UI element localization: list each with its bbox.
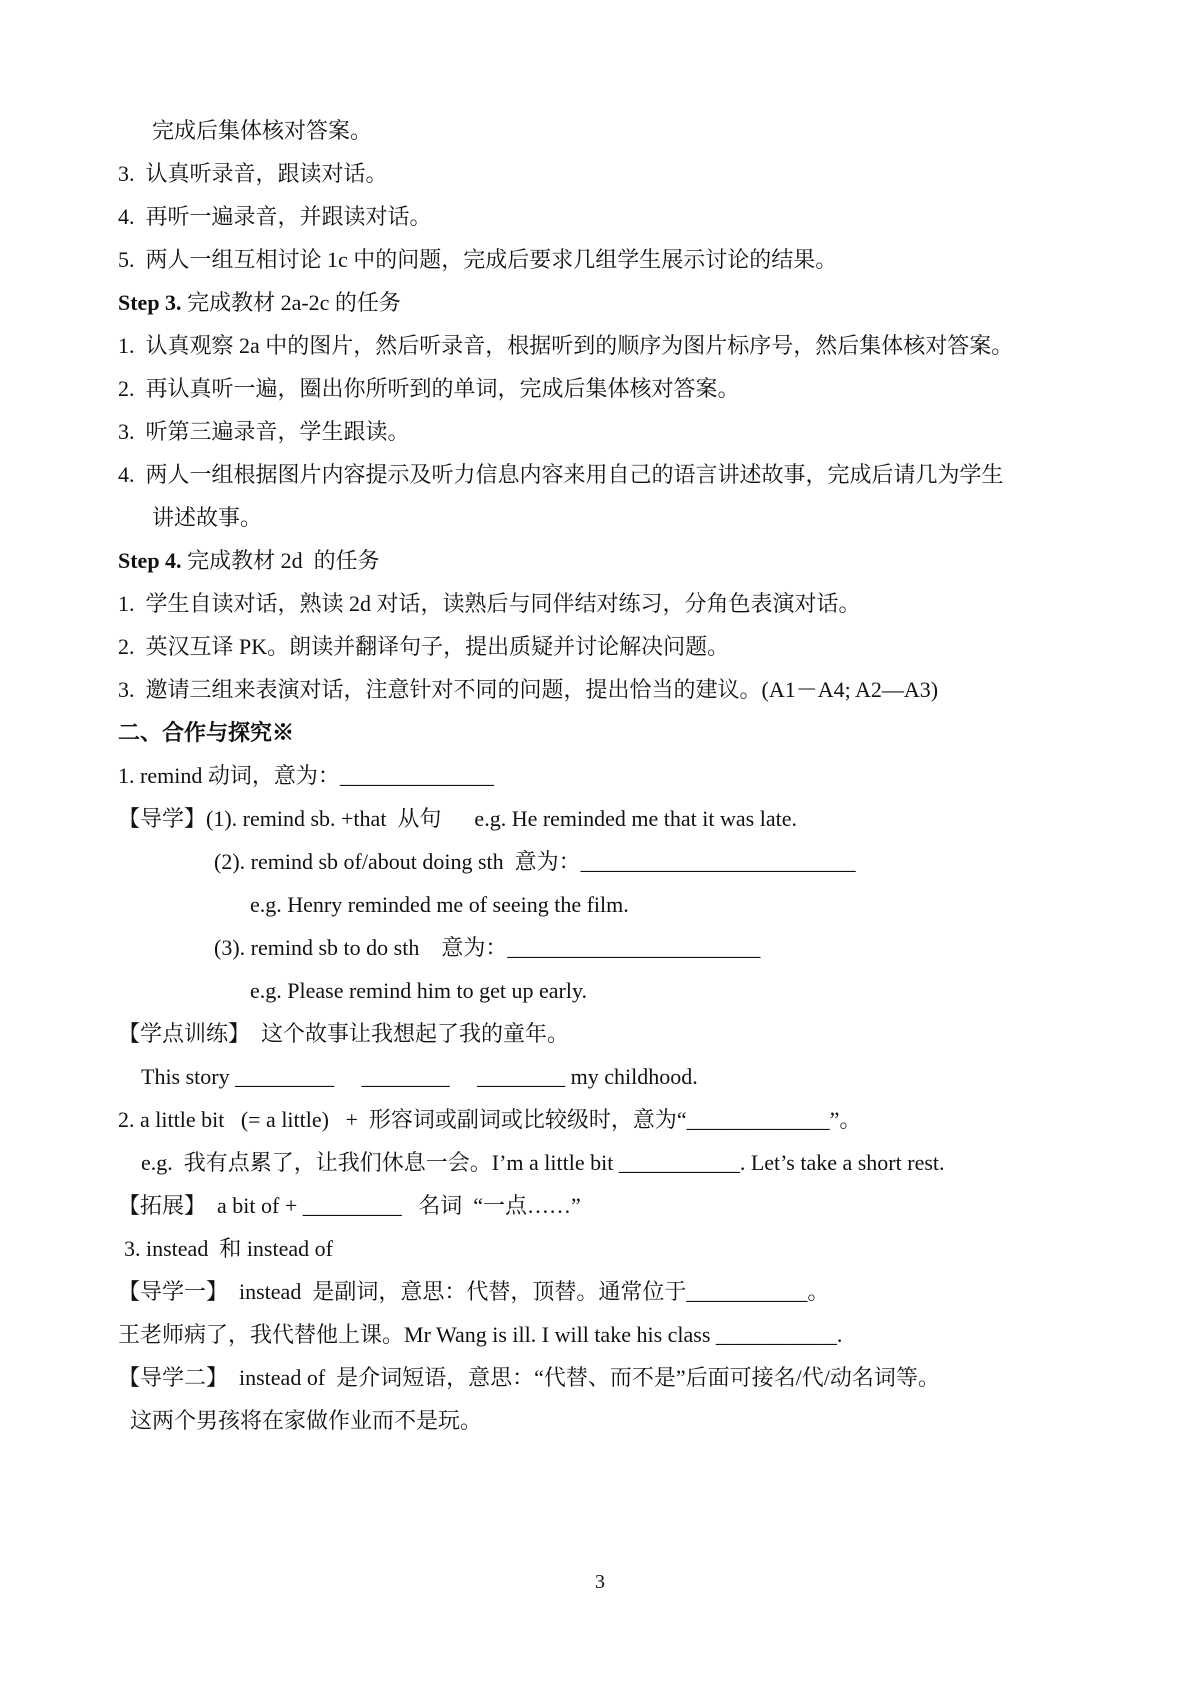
- text-line: 【导学】(1). remind sb. +that 从句 e.g. He reminded me that it was late.: [118, 806, 797, 831]
- text-line: (3). remind sb to do sth 意为：_______________________: [214, 935, 761, 960]
- text-line: 1. remind 动词，意为：______________: [118, 763, 494, 788]
- example-line: e.g. Henry reminded me of seeing the film.: [250, 892, 629, 917]
- text-line: 4. 两人一组根据图片内容提示及听力信息内容来用自己的语言讲述故事，完成后请几为学生: [118, 462, 1004, 487]
- text-line: 2. a little bit (= a little) + 形容词或副词或比较级时，意为“_____________”。: [118, 1107, 862, 1132]
- text-line: 【导学一】 instead 是副词，意思：代替，顶替。通常位于___________。: [118, 1279, 830, 1304]
- text-line: 【导学二】 instead of 是介词短语，意思：“代替、而不是”后面可接名/代/动名词等。: [118, 1365, 940, 1390]
- text-line: (2). remind sb of/about doing sth 意为：_________________________: [214, 849, 856, 874]
- example-line: e.g. 我有点累了，让我们休息一会。I’m a little bit ___________. Let’s take a short rest.: [141, 1150, 945, 1175]
- text-line: 【拓展】 a bit of + _________ 名词 “一点……”: [118, 1193, 581, 1218]
- text-line: 4. 再听一遍录音，并跟读对话。: [118, 204, 432, 229]
- step-heading: [118, 288, 401, 318]
- step-label: Step 4.: [118, 548, 182, 573]
- text-line: 1. 认真观察 2a 中的图片，然后听录音，根据听到的顺序为图片标序号，然后集体核对答案。: [118, 333, 1014, 358]
- text-line: 王老师病了，我代替他上课。Mr Wang is ill. I will take his class ___________.: [118, 1322, 843, 1347]
- text-line: 1. 学生自读对话，熟读 2d 对话，读熟后与同伴结对练习，分角色表演对话。: [118, 591, 861, 616]
- text-line: 完成后集体核对答案。: [152, 118, 373, 143]
- text-line: 3. instead 和 instead of: [124, 1236, 333, 1261]
- text-line: 【学点训练】 这个故事让我想起了我的童年。: [118, 1021, 570, 1046]
- exercise-line: This story _________ ________ ________ my childhood.: [141, 1064, 698, 1089]
- step-label: Step 3.: [118, 290, 182, 315]
- text-line: 3. 听第三遍录音，学生跟读。: [118, 419, 410, 444]
- example-line: e.g. Please remind him to get up early.: [250, 978, 588, 1003]
- text-line: 3. 认真听录音，跟读对话。: [118, 161, 388, 186]
- text-line: 这两个男孩将在家做作业而不是玩。: [130, 1408, 483, 1433]
- text-line: 2. 英汉互译 PK。朗读并翻译句子，提出质疑并讨论解决问题。: [118, 634, 730, 659]
- text-line: 讲述故事。: [152, 505, 263, 530]
- step-title: 完成教材 2a-2c 的任务: [181, 290, 401, 315]
- section-heading: 二、合作与探究※: [118, 720, 295, 745]
- text-line: 2. 再认真听一遍，圈出你所听到的单词，完成后集体核对答案。: [118, 376, 740, 401]
- step-heading: [118, 546, 380, 576]
- text-line: 5. 两人一组互相讨论 1c 中的问题，完成后要求几组学生展示讨论的结果。: [118, 247, 838, 272]
- page-number: 3: [595, 1571, 605, 1593]
- text-line: 3. 邀请三组来表演对话，注意针对不同的问题，提出恰当的建议。(A1－A4; A2—A3): [118, 677, 939, 702]
- step-title: 完成教材 2d 的任务: [181, 548, 380, 573]
